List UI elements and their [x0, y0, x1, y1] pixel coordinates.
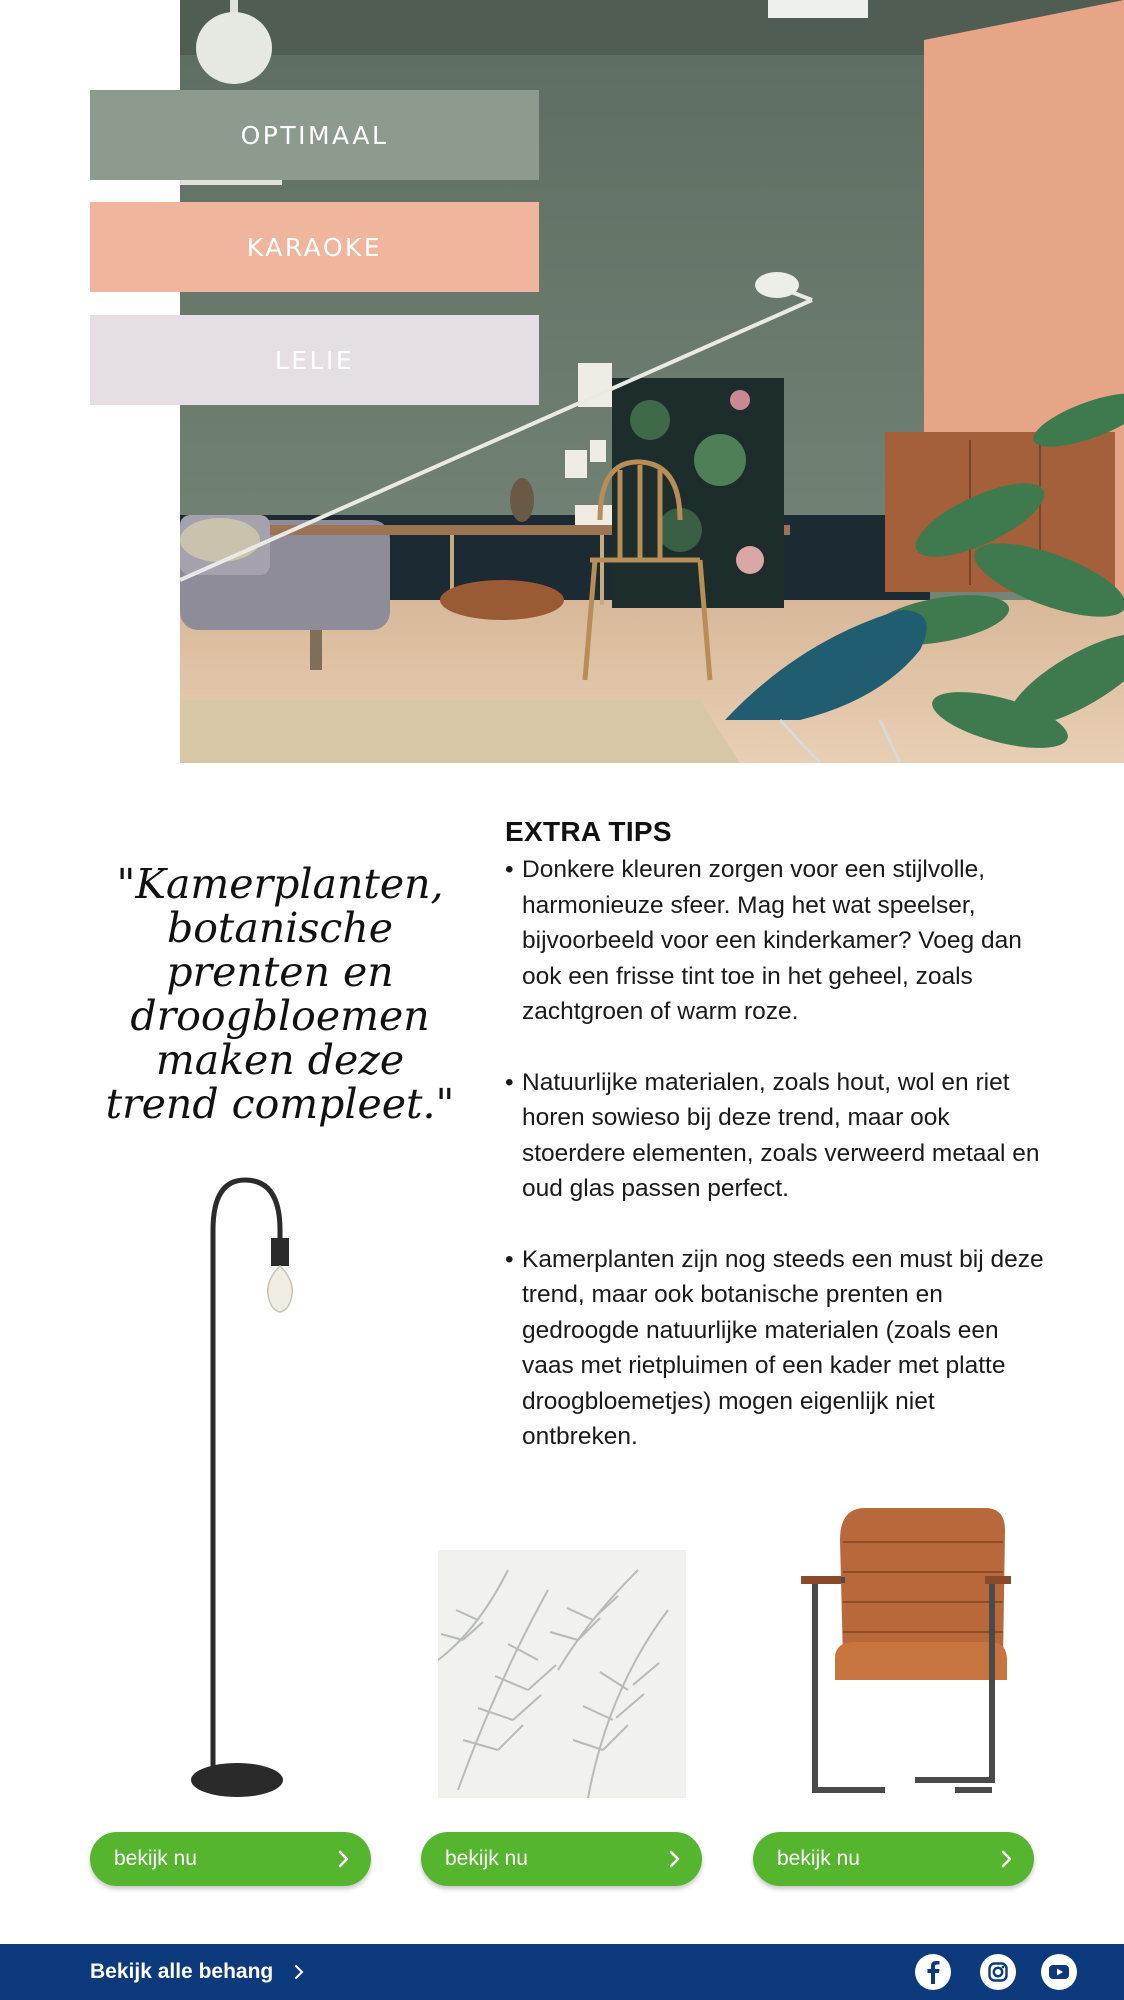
facebook-icon[interactable]	[914, 1953, 952, 1991]
quote-line: botanische	[166, 904, 394, 952]
bekijk-nu-button-wallpaper[interactable]	[421, 1832, 702, 1886]
color-swatch-optimaal	[90, 90, 539, 180]
footer-bar	[0, 1944, 1124, 2000]
tip-item: • Kamerplanten zijn nog steeds een must bij deze trend, maar ook botanische prenten en gedroogde natuurlijke materialen (zoals een vaas met rietpluimen of een kader met platte droogbloemetjes) mogen eigenlijk niet ontbreken.	[505, 1242, 1045, 1455]
quote-line: maken deze	[155, 1036, 405, 1084]
bekijk-nu-button-lamp[interactable]	[90, 1832, 371, 1886]
tip-item: • Natuurlijke materialen, zoals hout, wol en riet horen sowieso bij deze trend, maar ook stoerdere elementen, zoals verweerd metaal en oud glas passen perfect.	[505, 1065, 1045, 1207]
pull-quote	[100, 862, 460, 1126]
floor-lamp-image[interactable]	[180, 1170, 320, 1800]
tips-heading: EXTRA TIPS	[505, 816, 672, 847]
chevron-right-icon	[664, 1849, 684, 1869]
swatch-label: KARAOKE	[246, 232, 383, 262]
quote-line: prenten en	[166, 948, 394, 996]
chevron-right-icon	[333, 1849, 353, 1869]
instagram-icon[interactable]	[979, 1953, 1017, 1991]
palm-wallpaper-image[interactable]	[438, 1550, 686, 1798]
quote-line: "Kamerplanten,	[116, 860, 444, 908]
tips-list	[505, 852, 1045, 1490]
footer-link-label: Bekijk alle behang	[90, 1960, 274, 1983]
quote-line: trend compleet."	[105, 1080, 455, 1128]
color-swatch-karaoke	[90, 202, 539, 292]
tip-item: • Donkere kleuren zorgen voor een stijlvolle, harmonieuze sfeer. Mag het wat speelser, bijvoorbeeld voor een kinderkamer? Voeg dan ook een frisse tint toe in het geheel, zoals zachtgroen of warm roze.	[505, 852, 1045, 1030]
color-swatch-lelie	[90, 315, 539, 405]
swatch-label: OPTIMAAL	[240, 120, 389, 150]
quote-line: droogbloemen	[130, 992, 430, 1040]
cta-label: bekijk nu	[114, 1847, 197, 1870]
youtube-icon[interactable]	[1040, 1953, 1078, 1991]
swatch-label: LELIE	[274, 345, 355, 375]
chevron-right-icon	[996, 1849, 1016, 1869]
chevron-right-icon	[291, 1964, 307, 1980]
cta-label: bekijk nu	[777, 1847, 860, 1870]
bekijk-alle-behang-link[interactable]	[90, 1944, 307, 2000]
bekijk-nu-button-chair[interactable]	[753, 1832, 1034, 1886]
leather-chair-image[interactable]	[795, 1500, 1015, 1805]
cta-label: bekijk nu	[445, 1847, 528, 1870]
